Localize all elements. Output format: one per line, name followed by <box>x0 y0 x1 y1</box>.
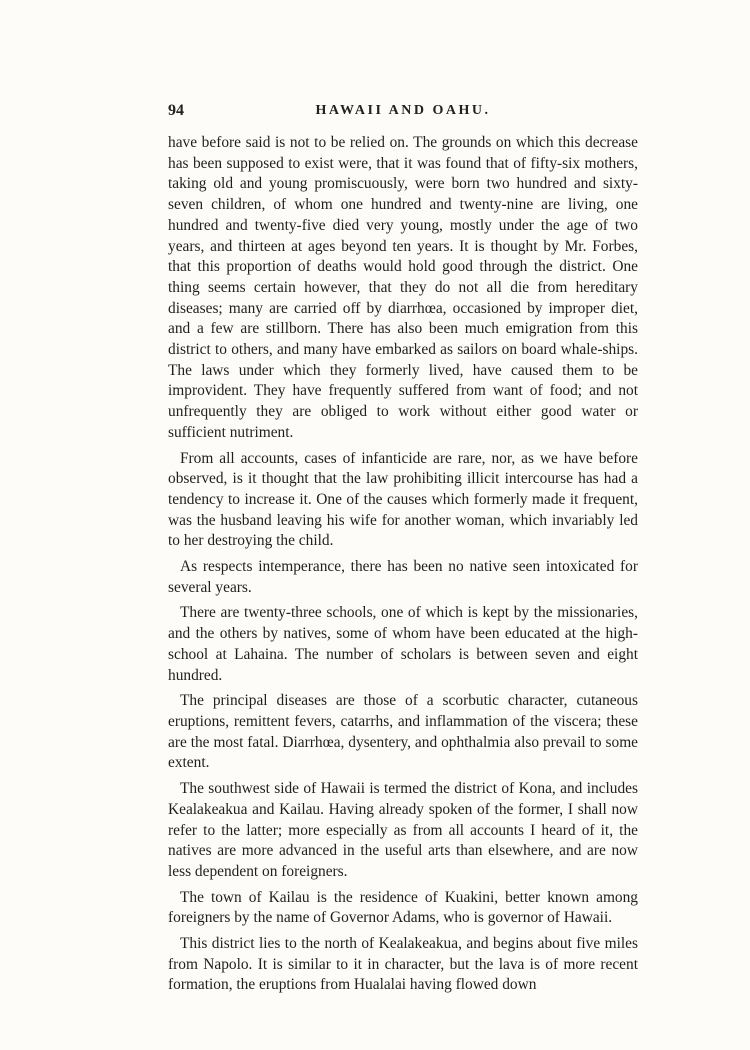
paragraph-kona: The southwest side of Hawaii is termed the district of Kona, and includes Kealakeakua and Kailau. Having already spoken of the former, I shall now refer to the latter; more especially as from all accounts I heard of it, the natives are more advanced in the useful arts than elsewhere, and are now less dependent on foreigners. <box>168 780 638 880</box>
page-number: 94 <box>168 102 184 119</box>
paragraph-continued: have before said is not to be relied on. The grounds on which this decrease has been supposed to exist were, that it was found that of fifty-six mothers, taking old and young promiscuously, were born two hundred and sixty-seven children, of whom one hundred and twenty-nine are living, one hundred and twenty-five died very young, mostly under the age of two years, and thirteen at ages beyond ten years. It is thought by Mr. Forbes, that this proportion of deaths would hold good through the district. One thing seems certain however, that they do not all die from hereditary diseases; many are carried off by diarrhœa, occasioned by improper diet, and a few are stillborn. There has also been much emigration from this district to others, and many have embarked as sailors on board whale-ships. The laws under which they formerly lived, have caused them to be improvident. They have frequently suffered from want of food; and not unfrequently they are obliged to work without either good water or sufficient nutriment. <box>168 134 638 441</box>
paragraph-district: This district lies to the north of Kealakeakua, and begins about five miles from Napolo. It is similar to it in character, but the lava is of more recent formation, the eruptions from Hualalai having flowed down <box>168 935 638 994</box>
paragraph-intemperance: As respects intemperance, there has been no native seen intoxicated for several years. <box>168 558 638 596</box>
paragraph-kailau: The town of Kailau is the residence of Kuakini, better known among foreigners by the name of Governor Adams, who is governor of Hawaii. <box>168 888 638 927</box>
paragraph-schools: There are twenty-three schools, one of which is kept by the missionaries, and the others by natives, some of whom have been educated at the high-school at Lahaina. The number of scholars is between seven and eight hundred. <box>168 604 638 684</box>
page-header <box>168 100 638 124</box>
paragraph-infanticide: From all accounts, cases of infanticide are rare, nor, as we have before observed, is it thought that the law prohibiting illicit intercourse has had a tendency to increase it. One of the causes which formerly made it frequent, was the husband leaving his wife for another woman, which invariably led to her destroying the child. <box>168 449 638 550</box>
body-text <box>168 133 638 1001</box>
paragraph-diseases: The principal diseases are those of a scorbutic character, cutaneous eruptions, remittent fevers, catarrhs, and inflammation of the viscera; these are the most fatal. Diarrhœa, dysentery, and ophthalmia also prevail to some extent. <box>168 692 638 772</box>
running-title: HAWAII AND OAHU. <box>315 103 491 118</box>
